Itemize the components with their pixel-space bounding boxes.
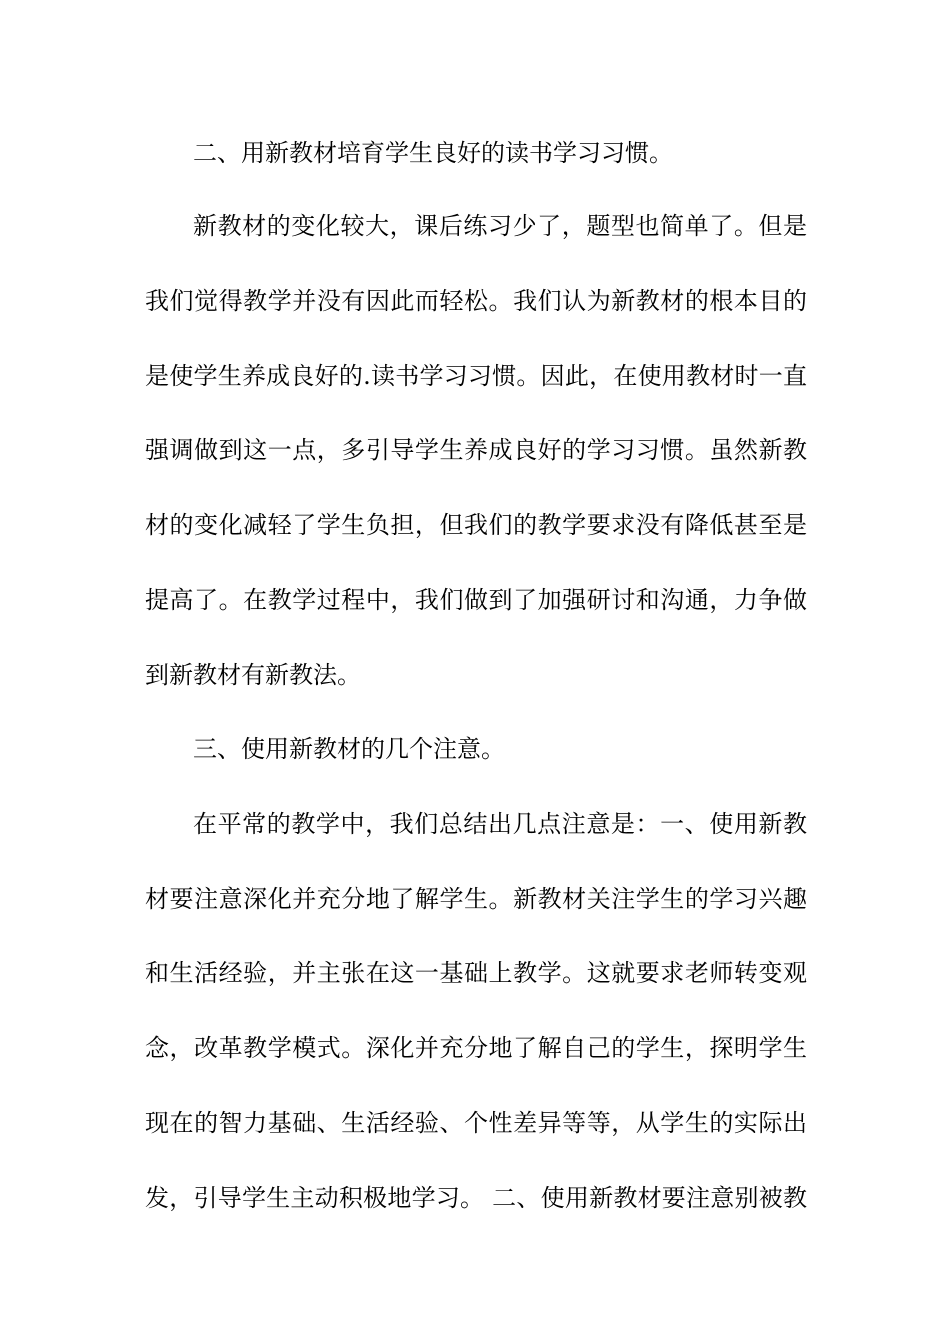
paragraph-line: 念，改革教学模式。深化并充分地了解自己的学生，探明学生 xyxy=(145,1034,807,1062)
paragraph-line: 是使学生养成良好的.读书学习习惯。因此，在使用教材时一直 xyxy=(145,362,807,390)
paragraph-line: 材的变化减轻了学生负担，但我们的教学要求没有降低甚至是 xyxy=(145,511,807,539)
heading-section-two: 二、用新教材培育学生良好的读书学习习惯。 xyxy=(193,139,673,167)
heading-section-three: 三、使用新教材的几个注意。 xyxy=(193,735,505,763)
paragraph-line: 和生活经验，并主张在这一基础上教学。这就要求老师转变观 xyxy=(145,959,807,987)
paragraph-line: 现在的智力基础、生活经验、个性差异等等，从学生的实际出 xyxy=(145,1109,807,1137)
paragraph-line: 在平常的教学中，我们总结出几点注意是：一、使用新教 xyxy=(193,810,807,838)
paragraph-line: 我们觉得教学并没有因此而轻松。我们认为新教材的根本目的 xyxy=(145,287,807,315)
paragraph-line: 到新教材有新教法。 xyxy=(145,661,361,689)
paragraph-line: 发，引导学生主动积极地学习。 二、使用新教材要注意别被教 xyxy=(145,1184,807,1212)
paragraph-line: 材要注意深化并充分地了解学生。新教材关注学生的学习兴趣 xyxy=(145,885,807,913)
paragraph-line: 提高了。在教学过程中，我们做到了加强研讨和沟通，力争做 xyxy=(145,586,807,614)
paragraph-line: 强调做到这一点，多引导学生养成良好的学习习惯。虽然新教 xyxy=(145,436,807,464)
paragraph-line: 新教材的变化较大，课后练习少了，题型也简单了。但是 xyxy=(193,212,807,240)
